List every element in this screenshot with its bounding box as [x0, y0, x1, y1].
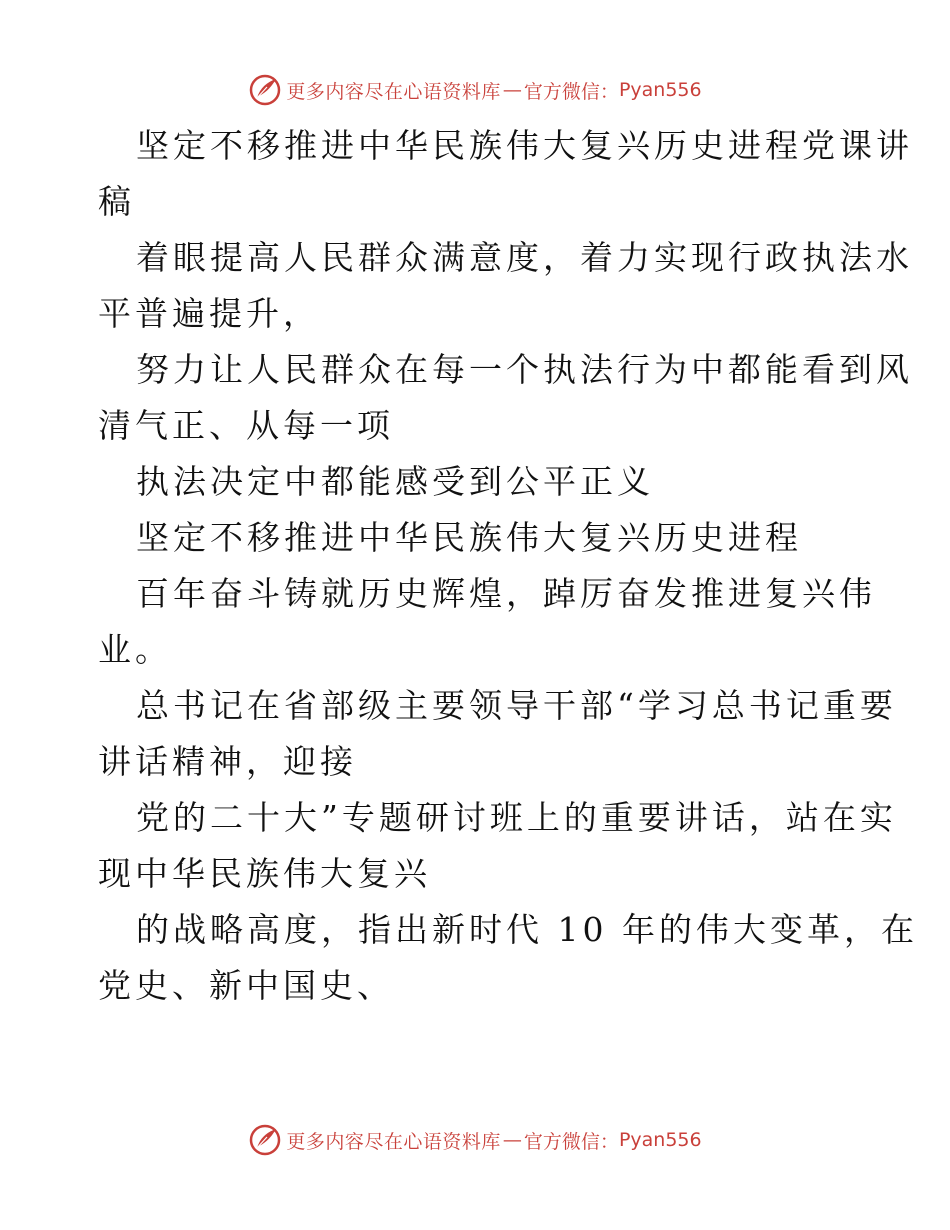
- text-line: 百年奋斗铸就历史辉煌，踔厉奋发推进复兴伟: [136, 574, 876, 613]
- banner-wechat-label: 官方微信：: [523, 1130, 619, 1153]
- banner-separator: —: [502, 79, 522, 101]
- footer-banner[interactable]: [0, 1120, 950, 1160]
- text-line: 着眼提高人民群众满意度，着力实现行政执法水: [136, 238, 913, 277]
- text-line: 坚定不移推进中华民族伟大复兴历史进程党课讲: [136, 126, 913, 165]
- text-line: 清气正、从每一项: [98, 406, 394, 445]
- text-line: 党的二十大”专题研讨班上的重要讲话，站在实: [136, 798, 897, 837]
- text-line: 现中华民族伟大复兴: [98, 854, 431, 893]
- feather-pen-circle-icon: [248, 73, 282, 107]
- text-line: 执法决定中都能感受到公平正义: [136, 462, 654, 501]
- banner-wechat-id: Pyan556: [618, 1129, 702, 1151]
- banner-text: 更多内容尽在心语资料库: [286, 1130, 501, 1153]
- text-line: 的战略高度，指出新时代 10 年的伟大变革，在: [136, 910, 918, 949]
- text-line: 坚定不移推进中华民族伟大复兴历史进程: [136, 518, 802, 557]
- header-banner[interactable]: [0, 70, 950, 110]
- text-line: 总书记在省部级主要领导干部“学习总书记重要: [136, 686, 897, 725]
- text-line: 党史、新中国史、: [98, 966, 394, 1005]
- text-line: 稿: [98, 182, 135, 221]
- text-line: 业。: [98, 630, 172, 669]
- feather-pen-circle-icon: [248, 1123, 282, 1157]
- text-line: 努力让人民群众在每一个执法行为中都能看到风: [136, 350, 913, 389]
- text-line: 平普遍提升，: [98, 294, 320, 333]
- banner-wechat-id: Pyan556: [618, 79, 702, 101]
- text-line: 讲话精神，迎接: [98, 742, 357, 781]
- document-body: [98, 118, 918, 1014]
- banner-wechat-label: 官方微信：: [523, 80, 619, 103]
- banner-separator: —: [502, 1129, 522, 1151]
- banner-text: 更多内容尽在心语资料库: [286, 80, 501, 103]
